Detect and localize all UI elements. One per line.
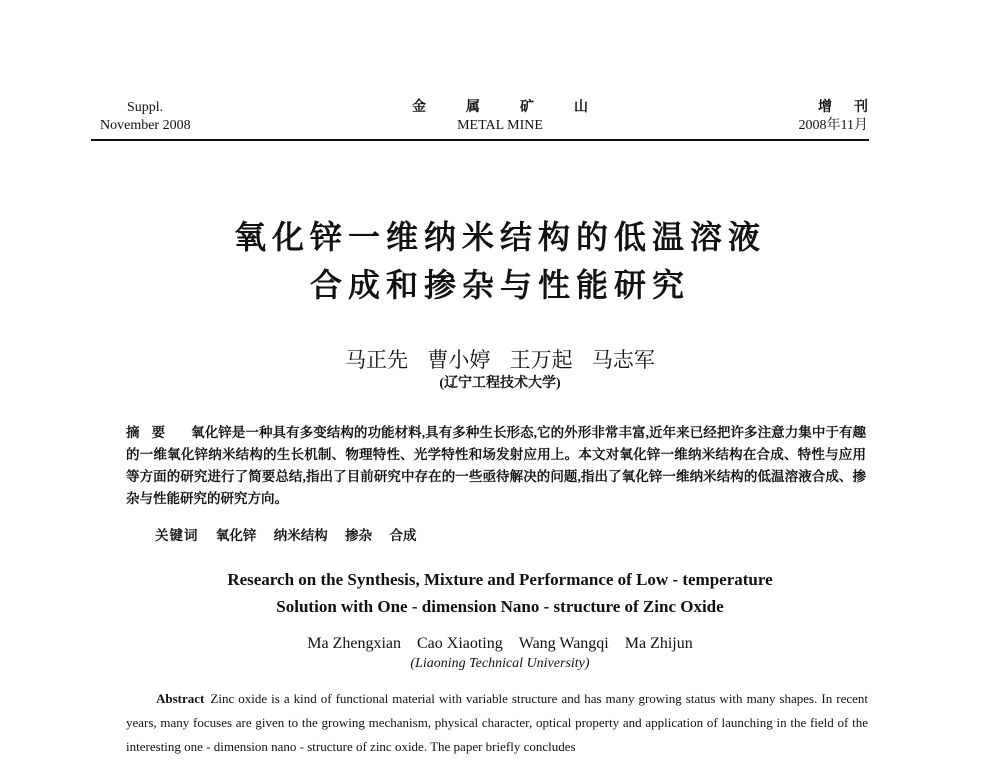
journal-name-en: METAL MINE: [457, 118, 543, 133]
abstract-label-cn: 摘要: [126, 425, 178, 440]
paper-title-en: [0, 566, 1000, 620]
title-line-2: 合成和掺杂与性能研究: [309, 267, 690, 303]
abstract-cn: [126, 422, 866, 510]
header-rule: [91, 139, 869, 141]
author-name: 马志军: [591, 348, 655, 372]
author-name: 马正先: [345, 348, 409, 372]
header-suppl: Suppl.: [127, 100, 164, 115]
header-date-en: November 2008: [100, 118, 191, 133]
affiliation-en: (Liaoning Technical University): [410, 656, 590, 671]
title-line-1: 氧化锌一维纳米结构的低温溶液: [233, 219, 766, 255]
author-list-en: [0, 633, 1000, 655]
author-name-en: Wang Wangqi: [518, 635, 609, 652]
journal-name-cn: 金属矿山: [412, 100, 628, 115]
title-en-line-2: Solution with One - dimension Nano - structure of Zinc Oxide: [276, 597, 724, 616]
abstract-text-en: Zinc oxide is a kind of functional material with variable structure and has many growing status with many shapes. In recent years, many focuses are given to the growing mechanism, physical character, optical property and application of launching in the field of the interesting one - dimension nano - structure of zinc oxide. The paper briefly concludes: [126, 691, 868, 754]
abstract-label-en: Abstract: [156, 691, 205, 706]
keyword: 掺杂: [345, 528, 373, 543]
author-name: 曹小婷: [427, 348, 491, 372]
header-date-cn: 2008年11月: [798, 118, 868, 133]
author-name-en: Cao Xiaoting: [416, 635, 503, 652]
keywords-cn: [155, 526, 417, 546]
header-supplement-cn: 增刊: [818, 100, 890, 115]
keyword: 氧化锌: [215, 528, 257, 543]
keyword: 纳米结构: [273, 528, 328, 543]
author-name: 王万起: [509, 348, 573, 372]
affiliation-cn: (辽宁工程技术大学): [439, 376, 561, 391]
title-en-line-1: Research on the Synthesis, Mixture and Performance of Low - temperature: [227, 570, 773, 589]
paper-title-cn: [0, 213, 1000, 309]
abstract-text-cn: 氧化锌是一种具有多变结构的功能材料,具有多种生长形态,它的外形非常丰富,近年来已经把许多注意力集中于有趣的一维氧化锌纳米结构的生长机制、物理特性、光学特性和场发射应用上。本文对氧化锌一维纳米结构在合成、特性与应用等方面的研究进行了简要总结,指出了目前研究中存在的一些亟待解决的问题,指出了氧化锌一维纳米结构的低温溶液合成、掺杂与性能研究的研究方向。: [126, 425, 867, 506]
keyword: 合成: [389, 528, 417, 543]
author-list-cn: [0, 346, 1000, 374]
author-name-en: Ma Zhijun: [624, 635, 693, 652]
abstract-en: [126, 687, 868, 759]
author-name-en: Ma Zhengxian: [307, 635, 401, 652]
header-right: [798, 99, 890, 135]
keywords-label: 关键词: [155, 528, 199, 543]
